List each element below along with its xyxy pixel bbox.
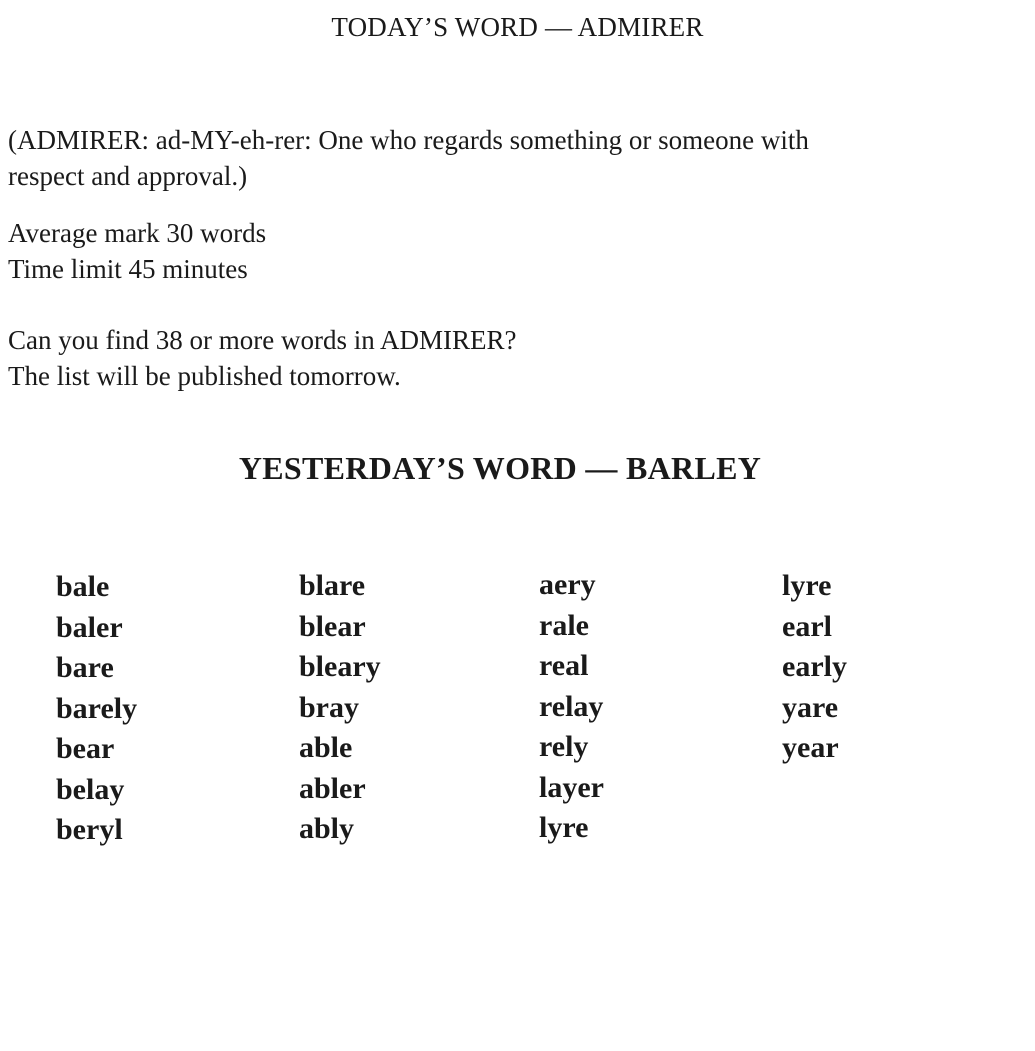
answer-word: earl bbox=[782, 609, 832, 643]
answer-word: able bbox=[299, 731, 353, 764]
answer-word: bleary bbox=[299, 650, 381, 683]
answer-word: belay bbox=[56, 772, 125, 806]
answer-word: bear bbox=[56, 732, 115, 765]
answer-word: blare bbox=[299, 569, 366, 602]
word-column bbox=[56, 567, 137, 851]
word-column bbox=[539, 565, 604, 849]
answer-word: rale bbox=[539, 608, 589, 642]
answer-word: early bbox=[782, 650, 847, 683]
word-definition bbox=[8, 122, 1018, 194]
yesterdays-word-title: YESTERDAY’S WORD — BARLEY bbox=[238, 450, 762, 486]
challenge-text bbox=[8, 322, 516, 394]
answer-word: real bbox=[539, 649, 589, 682]
answer-word: blear bbox=[299, 609, 366, 643]
answer-word: lyre bbox=[539, 811, 589, 844]
word-column bbox=[299, 566, 381, 850]
answer-word: barely bbox=[56, 691, 138, 725]
answer-word: ably bbox=[299, 812, 355, 845]
definition-line: respect and approval.) bbox=[8, 161, 248, 191]
word-column bbox=[782, 566, 847, 769]
answer-word: yare bbox=[782, 690, 839, 724]
answer-word: abler bbox=[299, 771, 366, 805]
time-limit: Time limit 45 minutes bbox=[8, 254, 248, 284]
answer-word: bare bbox=[56, 651, 114, 684]
answer-word: relay bbox=[539, 689, 604, 723]
average-mark: Average mark 30 words bbox=[8, 218, 267, 248]
answer-word: bray bbox=[299, 690, 359, 724]
answer-word: beryl bbox=[56, 813, 123, 846]
answer-word: lyre bbox=[782, 569, 832, 602]
answer-word: bale bbox=[56, 570, 110, 603]
challenge-question: Can you find 38 or more words in ADMIRER? bbox=[8, 325, 517, 355]
answer-word-list bbox=[0, 565, 1035, 865]
answer-word: rely bbox=[539, 730, 589, 763]
publish-note: The list will be published tomorrow. bbox=[8, 361, 401, 391]
answer-word: aery bbox=[539, 568, 596, 601]
definition-line: (ADMIRER: ad-MY-eh-rer: One who regards something or someone with bbox=[8, 125, 809, 155]
answer-word: layer bbox=[539, 770, 604, 804]
puzzle-stats bbox=[8, 215, 266, 287]
answer-word: year bbox=[782, 731, 839, 764]
todays-word-title: TODAY’S WORD — ADMIRER bbox=[331, 12, 704, 42]
answer-word: baler bbox=[56, 610, 123, 644]
